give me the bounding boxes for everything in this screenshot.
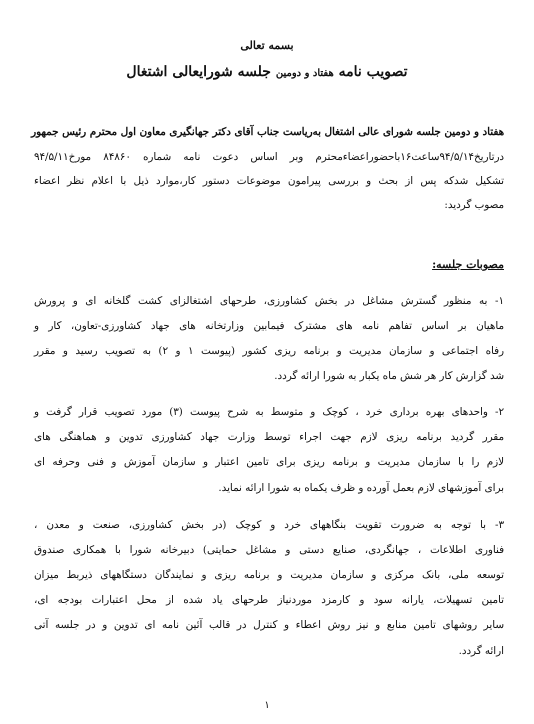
item-3-line-2: فناوری اطلاعات ، جهانگردی، صنایع دستی و مشاغل حمایتی) دبیرخانه شورا با همکاری صندوق (34, 544, 504, 556)
item-3-line-3: توسعه ملی، بانک مرکزی و سازمان مدیریت و برنامه ریزی و نمایندگان دستگاههای ذیربط میزان (34, 569, 504, 581)
item-3-line-4: تامین تسهیلات، یارانه سود و کارمزد موردنیاز طرحهای یاد شده از محل اعتبارات بودجه ای، (34, 594, 504, 606)
title-part2: جلسه شورایعالی اشتغال (126, 64, 271, 80)
item-2-line-1: ۲- واحدهای بهره برداری خرد ، کوچک و متوسط به شرح پیوست (۳) مورد تصویب قرار گرفت و (34, 406, 504, 418)
item-2-line-2: مقرر گردید برنامه ریزی لازم جهت اجراء توسط وزارت جهاد کشاورزی تدوین و هماهنگی های (34, 431, 504, 443)
item-2-line-4: برای آموزشهای لازم بعمل آورده و ظرف یکماه به شورا ارائه نماید. (218, 482, 504, 494)
title-session-number: هفتاد و دومین (275, 68, 334, 79)
page-number: ۱ (264, 700, 270, 711)
intro-line-4: مصوب گردید: (444, 199, 504, 211)
item-1-line-4: شد گزارش کار هر شش ماه یکبار به شورا ارائه گردد. (274, 370, 504, 382)
item-2-line-3: لازم را با سازمان مدیریت و برنامه ریزی برای تامین اعتبار و سازمان آموزش و فنی وحرفه ای (34, 456, 504, 468)
basmala-heading: بسمه تعالی (240, 39, 294, 52)
resolutions-heading: مصوبات جلسه: (432, 258, 504, 271)
item-3-line-6: ارائه گردد. (458, 645, 504, 657)
item-1-line-3: رفاه اجتماعی و سازمان مدیریت و برنامه ریزی کشور (پیوست ۱ و ۲) به تصویب رسید و مقرر (34, 345, 504, 357)
item-3-line-1: ۳- با توجه به ضرورت تقویت بنگاههای خرد و کوچک (در بخش کشاورزی، صنعت و معدن ، (34, 519, 504, 531)
intro-line-2: درتاریخ۹۴/۵/۱۴ساعت۱۶باحضوراعضاءمحترم وبر اساس دعوت نامه شماره ۸۴۸۶۰ مورخ۹۴/۵/۱۱ (34, 151, 504, 163)
item-1-line-2: ماهیان بر اساس تفاهم نامه های مشترک فیمابین وزارتخانه های جهاد کشاورزی-تعاون، کار و (34, 320, 504, 332)
intro-line-1: هفتاد و دومین جلسه شورای عالی اشتغال به‌ریاست جناب آقای دکتر جهانگیری معاون اول محترم رئیس جمهور (31, 126, 504, 138)
document-title (0, 64, 534, 80)
intro-line-3: تشکیل شدکه پس از بحث و بررسی پیرامون موضوعات دستور کار،موارد ذیل با اعلام نظر اعضاء (34, 175, 504, 187)
item-3-line-5: سایر روشهای تامین منابع و نیز روش اعطاء و کنترل در قالب آئین نامه ای تدوین و در جلسه آتی (34, 619, 504, 631)
item-1-line-1: ۱- به منظور گسترش مشاغل در بخش کشاورزی، طرحهای اشتغالزای کشت گلخانه ای و پرورش (34, 295, 504, 307)
title-part1: تصویب نامه (338, 64, 408, 80)
